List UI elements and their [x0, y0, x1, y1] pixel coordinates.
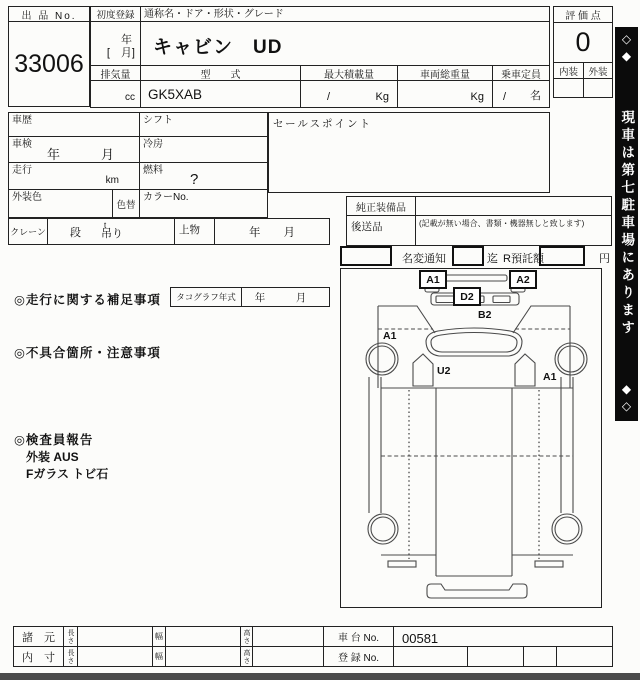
chassis-no-value-cell	[393, 626, 613, 647]
capacity-unit: 名	[530, 90, 541, 102]
recycle-deposit-box	[539, 246, 585, 266]
defect-heading: ◎不具合箇所・注意事項	[14, 346, 161, 360]
crane-spec-cell	[47, 218, 175, 245]
tachograph-label: タコグラフ年式	[170, 287, 242, 307]
width-label: 幅	[152, 626, 166, 647]
inspector-report-line: Fガラス トビ石	[26, 467, 109, 481]
max-load-label: 最大積載量	[300, 65, 398, 81]
until-label: 迄	[487, 253, 498, 265]
registration-no-cell-2	[467, 646, 524, 667]
shift-label: シフト	[139, 112, 268, 137]
inspection-cell	[8, 136, 140, 163]
name-change-label: 名変通知	[402, 253, 446, 265]
forwarded-items-note: (記載が無い場合、書類・機器無しと致します)	[419, 219, 585, 228]
registration-no-cell-3	[523, 646, 557, 667]
truck-top-view-drawing	[341, 269, 601, 607]
gross-weight-unit: Kg	[470, 91, 484, 103]
vehicle-name-header: 通称名・ドア・形状・グレード	[140, 6, 550, 22]
damage-code-under-windshield: U2	[437, 365, 451, 377]
length-label: 長さ	[63, 646, 78, 667]
damage-code-front-panel: D2	[453, 287, 481, 306]
gross-weight-value-cell	[397, 80, 493, 108]
recycle-deposit-label: R預託額	[503, 253, 544, 265]
parking-notice-sidebar	[615, 27, 638, 421]
displacement-value-cell	[90, 80, 141, 108]
first-reg-year-unit: 年	[121, 34, 132, 46]
capacity-label: 乗車定員	[492, 65, 550, 81]
length-label: 長さ	[63, 626, 78, 647]
damage-code-cab-roof: B2	[478, 309, 492, 321]
parking-notice-text: 現車は第七駐車場にあります	[619, 110, 635, 338]
inner-length-value	[77, 646, 153, 667]
sales-point-label: セールスポイント	[273, 118, 373, 130]
crane-ton-unit: t	[104, 221, 107, 230]
inner-width-value	[165, 646, 241, 667]
damage-code-right-side: A1	[543, 371, 557, 383]
capacity-value-cell	[492, 80, 550, 108]
body-type-label: 上物	[179, 224, 200, 236]
spec-height-value	[252, 626, 324, 647]
spec-length-value	[77, 626, 153, 647]
spec-row-label: 諸 元	[13, 626, 64, 647]
exterior-score-cell	[583, 78, 613, 98]
first-registration-value	[90, 21, 141, 66]
oem-equipment-value	[415, 196, 612, 216]
vehicle-name-value: キャビン UD	[153, 37, 283, 58]
scan-bottom-edge	[0, 673, 640, 680]
mileage-label: 走行	[12, 165, 32, 176]
model-label: 型 式	[140, 65, 301, 81]
lot-number-label: 出 品 No.	[8, 6, 90, 22]
first-reg-month-unit: [ 月]	[106, 47, 135, 59]
registration-no-cell-4	[556, 646, 613, 667]
crane-label: クレーン	[8, 218, 48, 245]
inner-height-value	[252, 646, 324, 667]
damage-code-left-fender: A1	[383, 330, 397, 342]
mileage-unit: km	[105, 175, 119, 186]
diamond-marks-top: ◇◆	[619, 32, 634, 66]
history-label: 車歴	[8, 112, 140, 137]
damage-code-right-mirror: A2	[509, 270, 537, 289]
diamond-marks-bottom: ◆◇	[619, 382, 634, 416]
registration-no-label: 登 録 No.	[323, 646, 394, 667]
interior-label: 内装	[553, 62, 584, 79]
interior-score-cell	[553, 78, 584, 98]
fuel-cell	[139, 162, 268, 190]
gross-weight-label: 車両総重量	[397, 65, 493, 81]
mileage-note-heading: ◎走行に関する補足事項	[14, 293, 161, 307]
fuel-label: 燃料	[143, 165, 163, 176]
max-load-value-cell	[300, 80, 398, 108]
fuel-value: ?	[190, 171, 199, 188]
score-value: 0	[553, 22, 613, 63]
score-label: 評 価 点	[553, 6, 613, 23]
sales-point-box	[268, 112, 550, 193]
chassis-no-value: 00581	[402, 631, 439, 646]
model-value-cell	[140, 80, 301, 108]
spec-width-value	[165, 626, 241, 647]
oem-equipment-label: 純正装備品	[346, 196, 416, 216]
body-year-value: 年 月	[214, 218, 330, 245]
chassis-no-label: 車 台 No.	[323, 626, 394, 647]
mileage-cell	[8, 162, 140, 190]
inspector-report-heading: ◎検査員報告	[14, 433, 94, 447]
yen-label: 円	[599, 253, 610, 265]
height-label: 高さ	[240, 646, 253, 667]
inner-dims-row-label: 内 寸	[13, 646, 64, 667]
displacement-unit: cc	[125, 92, 135, 103]
model-value: GK5XAB	[148, 87, 203, 102]
capacity-slash: /	[503, 91, 507, 103]
displacement-label: 排気量	[90, 65, 141, 81]
exterior-color-label: 外装色	[8, 189, 113, 218]
inspection-label: 車検	[12, 139, 32, 150]
crane-lift-unit: 吊り	[101, 228, 123, 240]
registration-no-cell-1	[393, 646, 468, 667]
first-registration-label: 初度登録	[90, 6, 141, 22]
lot-number-value: 33006	[8, 21, 90, 107]
crane-stage-unit: 段	[70, 227, 81, 239]
ac-label: 冷房	[139, 136, 268, 163]
height-label: 高さ	[240, 626, 253, 647]
name-change-date-box	[340, 246, 392, 266]
max-load-unit: Kg	[375, 91, 389, 103]
color-no-label: カラーNo.	[139, 189, 268, 218]
inspector-report-line: 外装 AUS	[26, 450, 79, 464]
forwarded-items-label-cell	[346, 215, 416, 246]
color-change-label: 色替	[112, 189, 140, 218]
vehicle-name-cell	[140, 21, 550, 66]
inspection-value: 年 月	[47, 147, 129, 162]
name-change-until-box	[452, 246, 484, 266]
damage-code-left-mirror: A1	[419, 270, 447, 289]
tachograph-value: 年 月	[241, 287, 330, 307]
body-type-label-cell	[174, 218, 215, 245]
exterior-label: 外装	[583, 62, 613, 79]
max-load-slash: /	[327, 91, 331, 103]
width-label: 幅	[152, 646, 166, 667]
damage-diagram-box	[340, 268, 602, 608]
forwarded-items-label: 後送品	[351, 221, 383, 233]
forwarded-items-value	[415, 215, 612, 246]
